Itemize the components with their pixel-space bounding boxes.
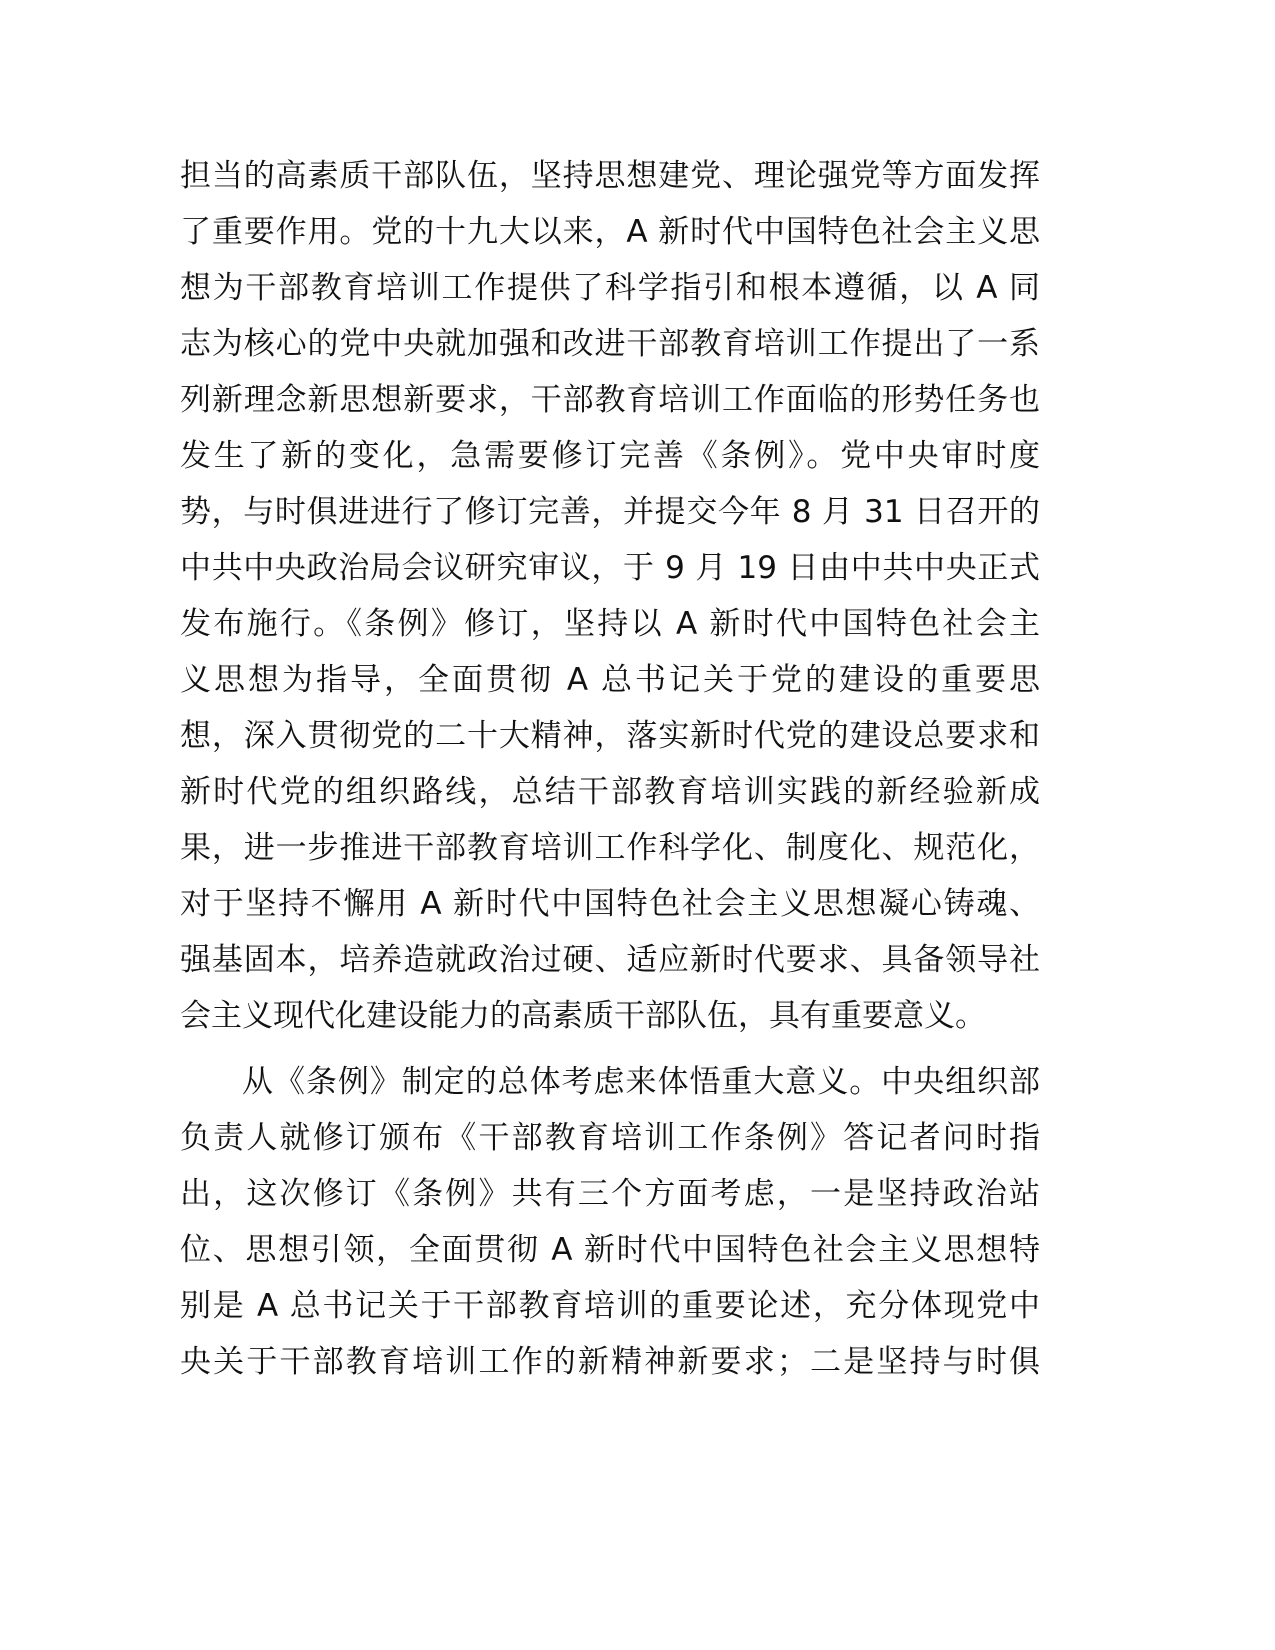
text-line: 志为核心的党中央就加强和改进干部教育培训工作提出了一系 (180, 326, 1040, 362)
text-line: 了重要作用。党的十九大以来，A 新时代中国特色社会主义思 (180, 214, 1040, 250)
text-line: 中共中央政治局会议研究审议，于 9 月 19 日由中共中央正式 (180, 550, 1040, 586)
text-line: 列新理念新思想新要求，干部教育培训工作面临的形势任务也 (180, 382, 1040, 418)
text-line: 强基固本，培养造就政治过硬、适应新时代要求、具备领导社 (180, 942, 1040, 978)
text-line: 负责人就修订颁布《干部教育培训工作条例》答记者问时指 (180, 1120, 1040, 1156)
text-line: 果，进一步推进干部教育培训工作科学化、制度化、规范化， (180, 830, 1040, 866)
text-line: 想，深入贯彻党的二十大精神，落实新时代党的建设总要求和 (180, 718, 1040, 754)
text-line: 势，与时俱进进行了修订完善，并提交今年 8 月 31 日召开的 (180, 494, 1040, 530)
text-line: 别是 A 总书记关于干部教育培训的重要论述，充分体现党中 (180, 1288, 1040, 1324)
text-line: 会主义现代化建设能力的高素质干部队伍，具有重要意义。 (180, 998, 986, 1034)
text-line: 位、思想引领，全面贯彻 A 新时代中国特色社会主义思想特 (180, 1232, 1040, 1268)
text-line: 想为干部教育培训工作提供了科学指引和根本遵循，以 A 同 (180, 270, 1040, 306)
text-line: 担当的高素质干部队伍，坚持思想建党、理论强党等方面发挥 (180, 158, 1040, 194)
text-line: 发生了新的变化，急需要修订完善《条例》。党中央审时度 (180, 438, 1040, 474)
paragraph-2 (180, 1054, 1040, 1390)
paragraph-spacer (180, 1044, 1040, 1054)
text-line: 对于坚持不懈用 A 新时代中国特色社会主义思想凝心铸魂、 (180, 886, 1040, 922)
body-text (180, 148, 1040, 1390)
text-line: 出，这次修订《条例》共有三个方面考虑，一是坚持政治站 (180, 1176, 1040, 1212)
text-line: 央关于干部教育培训工作的新精神新要求；二是坚持与时俱 (180, 1344, 1040, 1380)
text-line: 发布施行。《条例》修订，坚持以 A 新时代中国特色社会主 (180, 606, 1040, 642)
text-line: 义思想为指导，全面贯彻 A 总书记关于党的建设的重要思 (180, 662, 1040, 698)
text-line: 新时代党的组织路线，总结干部教育培训实践的新经验新成 (180, 774, 1040, 810)
paragraph-1 (180, 148, 1040, 1044)
text-line: 从《条例》制定的总体考虑来体悟重大意义。中央组织部 (242, 1064, 1040, 1100)
